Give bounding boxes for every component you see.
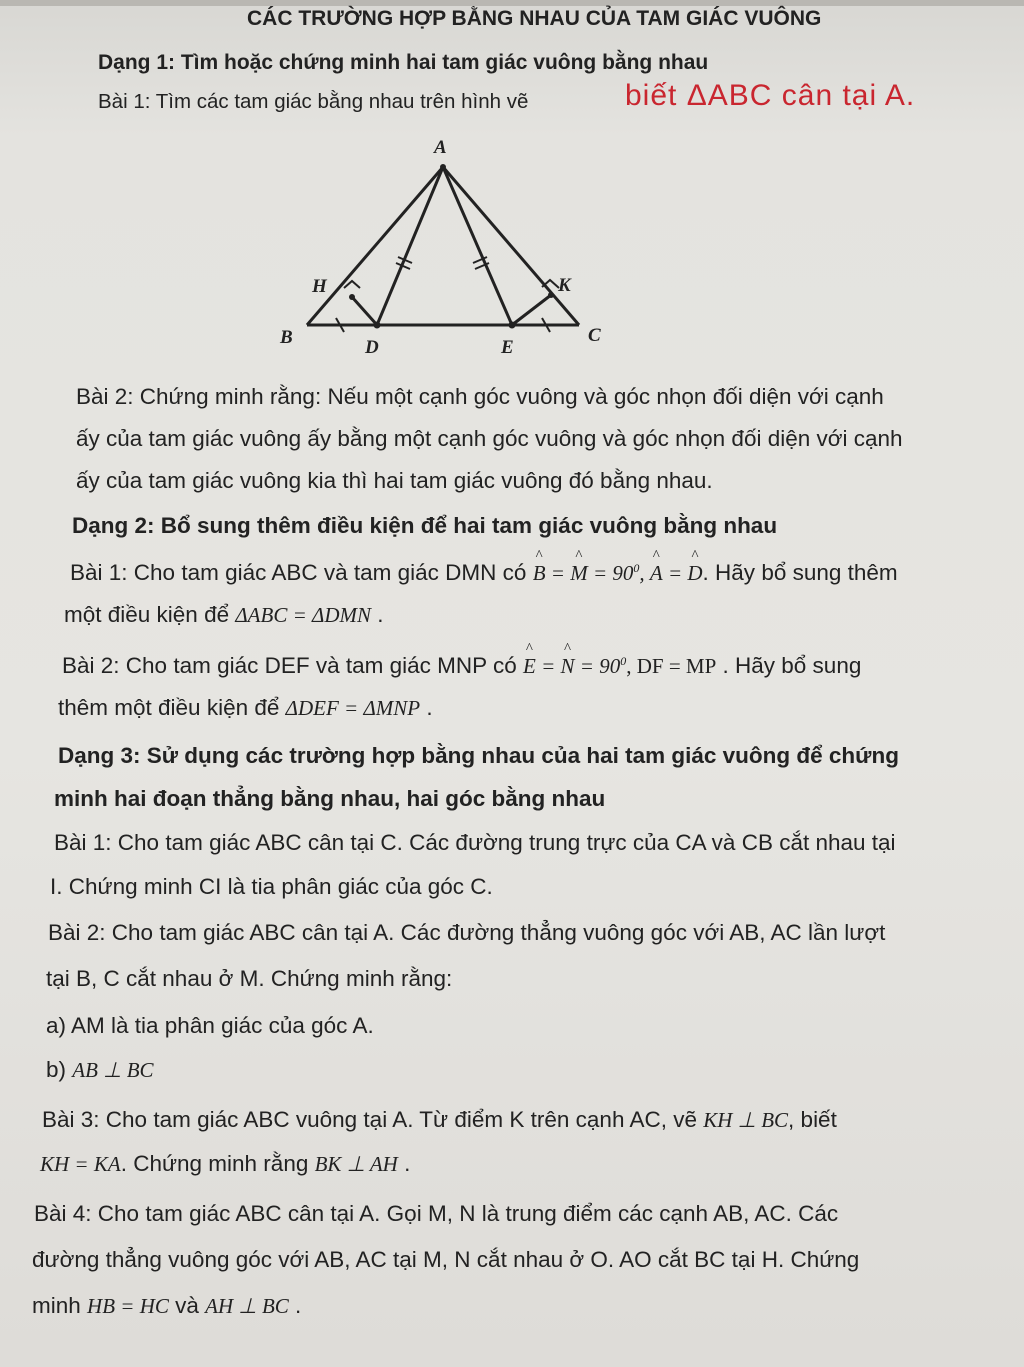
exercise-2-2-line1: Bài 2: Cho tam giác DEF và tam giác MNP có ^ E = ^ $N = 90^0$, DF = MP . Hãy bổ sung xyxy=(62,652,861,679)
exercise-1-1: Bài 1: Tìm các tam giác bằng nhau trên hình vẽ xyxy=(98,90,529,113)
segment-AB xyxy=(307,167,443,325)
exercise-3-4-line2: đường thẳng vuông góc với AB, AC tại M, N cắt nhau ở O. AO cắt BC tại H. Chứng xyxy=(32,1247,860,1272)
label-D: D xyxy=(365,337,379,358)
angle-B: ^ B xyxy=(533,561,546,586)
section-heading-3-line2: minh hai đoạn thẳng bằng nhau, hai góc bằng nhau xyxy=(54,786,606,811)
exercise-2-2-line2: thêm một điều kiện để ΔDEF = ΔMNP . xyxy=(58,695,433,720)
exercise-3-2-line1: Bài 2: Cho tam giác ABC cân tại A. Các đường thẳng vuông góc với AB, AC lần lượt xyxy=(48,920,886,945)
label-E: E xyxy=(501,337,514,358)
exercise-3-3-line1: Bài 3: Cho tam giác ABC vuông tại A. Từ điểm K trên cạnh AC, vẽ KH ⊥ BC, biết xyxy=(42,1107,837,1132)
segment-AE xyxy=(443,167,512,325)
exercise-3-2-part-b: b) AB ⊥ BC xyxy=(46,1057,154,1082)
label-B: B xyxy=(280,327,293,348)
label-H: H xyxy=(312,276,327,297)
exercise-1-2-line2: ấy của tam giác vuông ấy bằng một cạnh góc vuông và góc nhọn đối diện với cạnh xyxy=(76,426,903,451)
exercise-3-3-line2: KH = KA. Chứng minh rằng BK ⊥ AH . xyxy=(40,1151,411,1176)
exercise-2-1-line2: một điều kiện để ΔABC = ΔDMN . xyxy=(64,602,384,627)
handwritten-note: biết ΔABC cân tại A. xyxy=(625,79,916,112)
label-A: A xyxy=(434,137,447,158)
section-heading-1: Dạng 1: Tìm hoặc chứng minh hai tam giác vuông bằng nhau xyxy=(98,51,709,74)
geometry-figure xyxy=(270,135,610,365)
exercise-1-2-line1: Bài 2: Chứng minh rằng: Nếu một cạnh góc vuông và góc nhọn đối diện với cạnh xyxy=(76,384,884,409)
exercise-3-4-line1: Bài 4: Cho tam giác ABC cân tại A. Gọi M, N là trung điểm các cạnh AB, AC. Các xyxy=(34,1201,839,1226)
exercise-3-1-line1: Bài 1: Cho tam giác ABC cân tại C. Các đường trung trực của CA và CB cắt nhau tại xyxy=(54,830,896,855)
section-heading-2: Dạng 2: Bổ sung thêm điều kiện để hai tam giác vuông bằng nhau xyxy=(72,513,778,538)
right-angle-mark-H xyxy=(344,281,360,288)
segment-AD xyxy=(377,167,443,325)
section-heading-3-line1: Dạng 3: Sử dụng các trường hợp bằng nhau của hai tam giác vuông để chứng xyxy=(58,743,899,768)
exercise-1-2-line3: ấy của tam giác vuông kia thì hai tam giác vuông đó bằng nhau. xyxy=(76,468,713,493)
segment-DH xyxy=(352,297,377,325)
angle-A: ^ A xyxy=(650,561,663,586)
angle-D: ^ D xyxy=(687,561,702,586)
segment-AC xyxy=(443,167,579,325)
label-C: C xyxy=(588,325,601,346)
segment-EK xyxy=(512,295,551,325)
exercise-3-2-line2: tại B, C cắt nhau ở M. Chứng minh rằng: xyxy=(46,966,453,991)
angle-M: ^ M xyxy=(570,561,588,586)
angle-E: ^ E xyxy=(523,654,536,679)
angle-N: ^ N xyxy=(561,654,575,679)
exercise-2-1-line1: Bài 1: Cho tam giác ABC và tam giác DMN có ^ B = ^ $M = 90^0$, ^ A = ^ D. Hãy bổ sung thêm xyxy=(70,559,898,586)
exercise-3-2-part-a: a) AM là tia phân giác của góc A. xyxy=(46,1013,374,1038)
exercise-3-1-line2: I. Chứng minh CI là tia phân giác của góc C. xyxy=(50,874,493,899)
exercise-3-4-line3: minh HB = HC và AH ⊥ BC . xyxy=(32,1293,302,1318)
label-K: K xyxy=(558,275,571,296)
page-title: CÁC TRƯỜNG HỢP BẰNG NHAU CỦA TAM GIÁC VUÔNG xyxy=(247,7,822,30)
